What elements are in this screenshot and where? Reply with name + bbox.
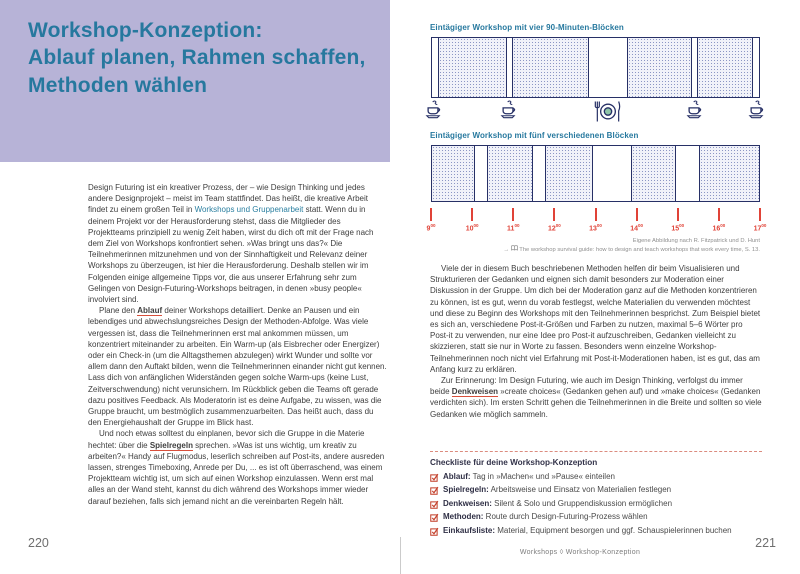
text-segment: »create choices« (Gedanken gehen auf) und »make choices« (Gedanken verdichten sich). Im ersten Schritt gehen die Teilnehmerinnen in die Breite und sollten so viele Gedanken wie möglich sammeln. xyxy=(430,387,762,419)
text-segment: Design Futuring ist ein kreativer Prozess, der – wie Design Thinking und jedes andere Designprojekt – meist im Team stattfindet. Das heißt, die kreative Arbeit findet zu einem großen Teil in xyxy=(88,183,368,215)
checklist-item-text xyxy=(443,499,672,508)
checkbox-checked-icon xyxy=(430,486,439,495)
checklist-item-label: Ablauf: xyxy=(443,472,471,481)
running-footer: Workshops ◊ Workshop-Konzeption xyxy=(519,549,641,556)
workshop-timeline-bar-1 xyxy=(431,37,760,98)
coffee-cup-icon xyxy=(501,100,518,124)
arrow-glyph: → xyxy=(503,247,510,254)
checkbox-checked-icon xyxy=(430,500,439,509)
text-segment: statt. Wenn du in deinem Projekt vor der Herausforderung stehst, dass die Mitglieder des Projektteams prinzipiell zu wenig Zeit haben, wirst du dich oft mit der Frage nach dem Ziel von Workshops konfrontiert sehen. »Was bringt uns das?« Die Teilnehmerinnen mitzunehmen und von der Sinnhaftigkeit und Relevanz deiner Workshops zu überzeugen, ist hier die Herausforderung. Deshalb stellen wir im Folgenden einige allgemeine Tipps vor, die aus unserer Erfahrung sehr zum Gelingen von Design-Futuring-Workshops beitragen, in denen »busy people« involviert sind. xyxy=(88,205,374,305)
lunch-plate-icon xyxy=(594,100,622,128)
diagram2-title: Eintägiger Workshop mit fünf verschiedenen Blöcken xyxy=(430,131,639,140)
time-label: $10^{00}$ xyxy=(465,223,479,233)
time-label: $16^{00}$ xyxy=(712,223,726,233)
checklist-item-desc: Silent & Solo und Gruppendiskussion ermöglichen xyxy=(494,498,673,508)
underlined-term: Denkweisen xyxy=(451,387,499,397)
checklist-item-desc: Arbeitsweise und Einsatz von Materialien festlegen xyxy=(490,485,672,495)
checklist-divider xyxy=(430,451,762,452)
time-tick xyxy=(430,208,432,221)
paragraph xyxy=(88,305,387,428)
time-label: $14^{00}$ xyxy=(630,223,644,233)
paragraph xyxy=(88,428,387,506)
paragraph xyxy=(430,375,762,420)
workshop-block xyxy=(699,146,759,201)
checklist-item-desc: Material, Equipment besorgen und ggf. Schauspielerinnen buchen xyxy=(497,525,732,535)
time-tick xyxy=(636,208,638,221)
checklist-item-text xyxy=(443,472,615,481)
checklist-item xyxy=(430,485,775,495)
figure-caption xyxy=(503,237,760,255)
checklist-item-label: Einkaufsliste: xyxy=(443,525,496,535)
checkbox-checked-icon xyxy=(430,513,439,522)
caption-reference xyxy=(503,245,760,254)
time-tick xyxy=(512,208,514,221)
workshop-block xyxy=(697,38,753,97)
page-title-line: Methoden wählen xyxy=(28,73,208,97)
checklist-item-text xyxy=(443,485,671,494)
highlighted-phrase: Workshops und Gruppenarbeit xyxy=(194,205,304,215)
checklist-item-text xyxy=(443,526,732,535)
time-tick xyxy=(759,208,761,221)
checklist-item xyxy=(430,512,775,522)
checklist-item-label: Denkweisen: xyxy=(443,498,492,508)
checklist-item-desc: Route durch Design-Futuring-Prozess wählen xyxy=(485,512,648,522)
page-title xyxy=(28,17,378,99)
underlined-term: Ablauf xyxy=(137,306,163,316)
workshop-block xyxy=(545,146,593,201)
checklist xyxy=(430,472,775,539)
break-gap xyxy=(475,146,487,201)
page-title-line: Ablauf planen, Rahmen schaffen, xyxy=(28,46,366,70)
workshop-block xyxy=(432,146,475,201)
book-icon xyxy=(511,247,518,253)
checklist-item-label: Spielregeln: xyxy=(443,485,489,495)
checklist-item xyxy=(430,472,775,482)
workshop-timeline-bar-2 xyxy=(431,145,760,202)
break-gap xyxy=(753,38,759,97)
text-segment: Viele der in diesem Buch beschriebenen Methoden helfen dir beim Visualisieren und Strukturieren der Gedanken und eignen sich damit besonders zur Moderation einer Diskussion in der Gruppe. Um dich bei der Moderation ganz auf die Methoden konzentrieren zu können, ist es gut, wenn du vorab festlegst, welche Materialien du verwenden möchtest und diese zu Beginn des Workshops mit den Teilnehmerinnen besprichst. Zum Beispiel bietet es sich an, verschiedene Post-it-Größen und Farben zu nutzen, maximal 5–6 Wörter pro Post-it zu verwenden, nur eine Idee pro Post-it aufzuschreiben, Gedanken vielleicht zu skizzieren, statt sie nur in Worte zu fassen. Besonders wenn einzelne Workshop-Teilnehmerinnen noch nicht viel Erfahrung mit Post-it-Moderationen haben, ist es gut, das am Anfang kurz zu erklären. xyxy=(430,264,761,374)
break-gap xyxy=(589,38,628,97)
paragraph xyxy=(88,182,387,305)
left-text-column xyxy=(88,182,387,507)
time-label: $11^{00}$ xyxy=(507,223,520,233)
workshop-block xyxy=(627,38,691,97)
time-tick xyxy=(677,208,679,221)
checklist-item-text xyxy=(443,512,648,521)
coffee-cup-icon xyxy=(686,100,703,124)
checklist-item-label: Methoden: xyxy=(443,512,484,522)
break-gap xyxy=(533,146,545,201)
right-text-column xyxy=(430,263,762,420)
text-segment: deiner Workshops detailliert. Denke an Pausen und ein lebendiges und abwechslungsreiches Design der Methoden-Abfolge. Was viele vergessen ist, dass die Teilnehmerinnen erst mal ankommen müssen, um konzentriert miteinander zu arbeiten. Ein Warm-up (als Eisbrecher oder Energizer) oder ein Check-in (um die Alltagsthemen abzulegen) wirkt Wunder und sollte vor allem dann den Auftakt bilden, wenn die Teilnehmerinnen einander nicht gut kennen. Lass dich von anfänglichen Widerständen gegen solche Warm-ups (keine Lust, Zeitverschwendung) nicht verunsichern. Im Rückblick geben die Teams oft gerade dazu positives Feedback. Als Moderatorin ist es deine Aufgabe, zu wissen, was die Gruppe braucht, um bestmöglich zusammenzuarbeiten. Das heißt auch, dass du den Energiehaushalt der Gruppe im Blick hast. xyxy=(88,306,387,428)
time-label: $13^{00}$ xyxy=(589,223,602,233)
checklist-item xyxy=(430,499,775,509)
time-tick xyxy=(471,208,473,221)
diagram1-icons-row xyxy=(431,100,760,126)
checkbox-checked-icon xyxy=(430,527,439,536)
text-segment: Plane den xyxy=(99,306,138,316)
time-label: $12^{00}$ xyxy=(547,223,561,233)
workshop-block xyxy=(438,38,507,97)
break-gap xyxy=(676,146,699,201)
caption-source: Eigene Abbildung nach R. Fitzpatrick und D. Hunt xyxy=(632,238,760,244)
diagram1-title: Eintägiger Workshop mit vier 90-Minuten-Blöcken xyxy=(430,23,624,32)
time-tick xyxy=(595,208,597,221)
page-title-line: Workshop-Konzeption: xyxy=(28,19,263,42)
text-segment: Zur Erinnerung: Im Design Futuring, wie auch im Design Thinking, verfolgst du immer beide xyxy=(430,376,743,397)
time-axis xyxy=(426,208,767,238)
workshop-block xyxy=(512,38,588,97)
coffee-cup-icon xyxy=(425,100,442,124)
coffee-cup-icon xyxy=(749,100,766,124)
page-fold-line xyxy=(400,537,401,574)
underlined-term: Spielregeln xyxy=(149,440,193,450)
caption-reference-text: The workshop survival guide: how to design and teach workshops that work every time, S. 13. xyxy=(519,247,760,254)
text-segment: Und noch etwas solltest du einplanen, bevor sich die Gruppe in die Materie hechtet: über die xyxy=(88,429,365,450)
time-label: $9^{00}$ xyxy=(426,223,436,233)
paragraph xyxy=(430,263,762,375)
page-number-right: 221 xyxy=(755,536,776,550)
checklist-heading: Checkliste für deine Workshop-Konzeption xyxy=(430,458,598,467)
checklist-item-desc: Tag in »Machen« und »Pause« einteilen xyxy=(472,472,615,481)
time-label: $17^{00}$ xyxy=(753,223,767,233)
break-gap xyxy=(593,146,630,201)
workshop-block xyxy=(487,146,533,201)
time-tick xyxy=(553,208,555,221)
time-label: $15^{00}$ xyxy=(671,223,685,233)
page-number-left: 220 xyxy=(28,536,49,550)
workshop-block xyxy=(631,146,676,201)
text-segment: sprechen. »Was ist uns wichtig, um kreativ zu arbeiten?« Handy auf Flugmodus, leserlich schreiben auf Post-its, andere ausreden lassen, strenges Timeboxing, Anrede per Du, ... es ist oft überraschend, was einem Projektteam wichtig ist, um sich auf einen Workshop einzulassen. Wenn erst mal alles an der Wand steht, kannst du dich während des Workshops immer wieder darauf beziehen, falls sich jemand nicht an die vereinbarten Regeln hält. xyxy=(88,440,385,506)
checklist-item xyxy=(430,526,775,536)
time-tick xyxy=(718,208,720,221)
checkbox-checked-icon xyxy=(430,473,439,482)
